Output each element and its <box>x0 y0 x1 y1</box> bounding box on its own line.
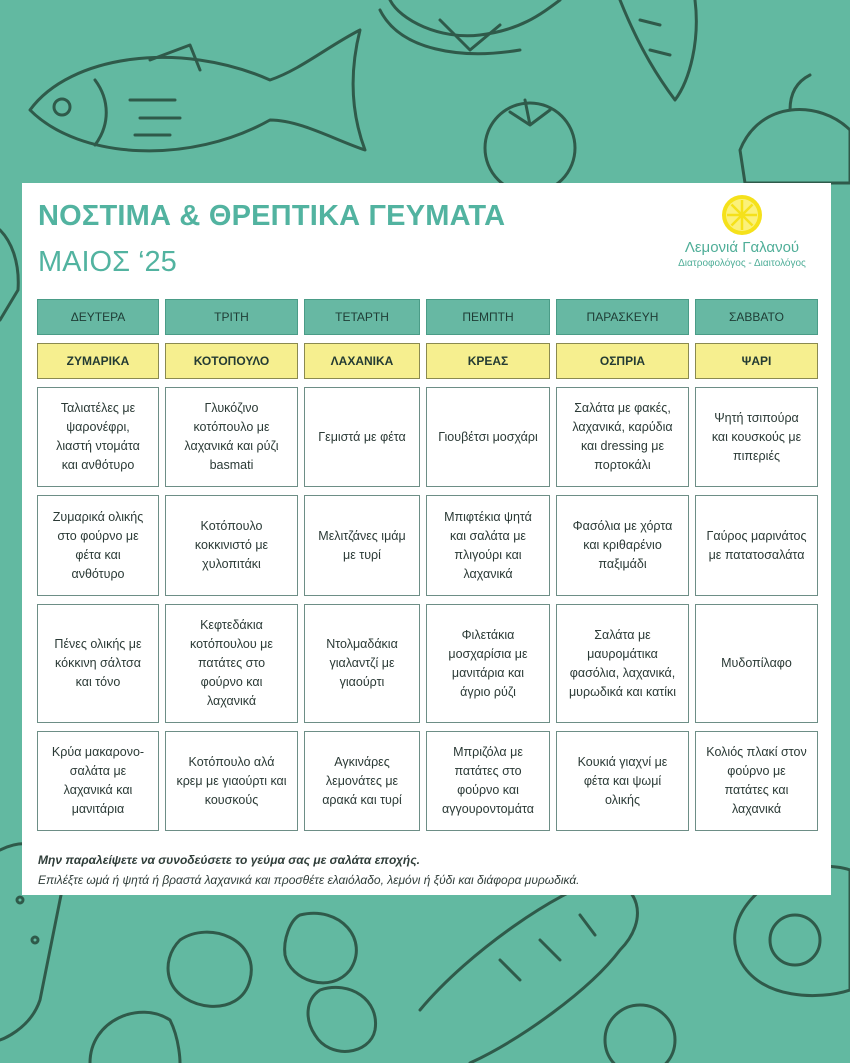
theme-pasta: ΖΥΜΑΡΙΚΑ <box>37 343 159 379</box>
meal-cell: Ψητή τσιπούρα και κουσκούς με πιπεριές <box>695 387 818 487</box>
meal-cell: Σαλάτα με φακές, λαχανικά, καρύδια και dressing με πορτοκάλι <box>556 387 689 487</box>
theme-meat: ΚΡΕΑΣ <box>426 343 550 379</box>
day-header-monday: ΔΕΥΤΕΡΑ <box>37 299 159 335</box>
salad-tips: Επιλέξτε ωμά ή ψητά ή βραστά λαχανικά και προσθέτε ελαιόλαδο, λεμόνι ή ξύδι και διάφορα μυρωδικά. <box>38 873 580 887</box>
sandwich-icon <box>380 0 560 54</box>
carrot-icon <box>620 0 696 100</box>
theme-chicken: ΚΟΤΟΠΟΥΛΟ <box>165 343 298 379</box>
meal-cell: Φασόλια με χόρτα και κριθαρένιο παξιμάδι <box>556 495 689 596</box>
theme-legumes: ΟΣΠΡΙΑ <box>556 343 689 379</box>
meal-cell: Ντολμαδάκια γιαλαντζί με γιαούρτι <box>304 604 420 723</box>
day-header-friday: ΠΑΡΑΣΚΕΥΗ <box>556 299 689 335</box>
meal-cell: Κουκιά γιαχνί με φέτα και ψωμί ολικής <box>556 731 689 831</box>
day-header-wednesday: ΤΕΤΑΡΤΗ <box>304 299 420 335</box>
meal-cell: Ζυμαρικά ολικής στο φούρνο με φέτα και ανθότυρο <box>37 495 159 596</box>
theme-vegetables: ΛΑΧΑΝΙΚΑ <box>304 343 420 379</box>
meal-cell: Κρύα μακαρονο-σαλάτα με λαχανικά και μανιτάρια <box>37 731 159 831</box>
day-header-tuesday: ΤΡΙΤΗ <box>165 299 298 335</box>
theme-fish: ΨΑΡΙ <box>695 343 818 379</box>
meal-cell: Κοτόπουλο κοκκινιστό με χυλοπιτάκι <box>165 495 298 596</box>
meal-cell: Κοτόπουλο αλά κρεμ με γιαούρτι και κουσκούς <box>165 731 298 831</box>
meal-cell: Κολιός πλακί στον φούρνο με πατάτες και λαχανικά <box>695 731 818 831</box>
meal-cell: Ταλιατέλες με ψαρονέφρι, λιαστή ντομάτα και ανθότυρο <box>37 387 159 487</box>
meal-cell: Σαλάτα με μαυρομάτικα φασόλια, λαχανικά, μυρωδικά και κατίκι <box>556 604 689 723</box>
brand-name: Λεμονιά Γαλανού <box>684 239 800 256</box>
weekly-menu-table <box>37 299 818 831</box>
page-subtitle: ΜΑΙΟΣ ‘25 <box>38 246 177 278</box>
meal-cell: Αγκινάρες λεμονάτες με αρακά και τυρί <box>304 731 420 831</box>
menu-card <box>22 183 831 895</box>
brand-block <box>662 193 822 273</box>
meal-cell: Πένες ολικής με κόκκινη σάλτσα και τόνο <box>37 604 159 723</box>
lemon-slice-icon <box>720 193 764 237</box>
meal-cell: Κεφτεδάκια κοτόπουλου με πατάτες στο φούρνο και λαχανικά <box>165 604 298 723</box>
meal-cell: Γαύρος μαρινάτος με πατατοσαλάτα <box>695 495 818 596</box>
salad-reminder: Μην παραλείψετε να συνοδεύσετε το γεύμα σας με σαλάτα εποχής. <box>38 853 420 867</box>
page-title: ΝΟΣΤΙΜΑ & ΘΡΕΠΤΙΚΑ ΓΕΥΜΑΤΑ <box>38 200 506 232</box>
pepper-icon <box>740 75 850 183</box>
tomato-icon <box>485 100 575 193</box>
meal-cell: Γλυκόζινο κοτόπουλο με λαχανικά και ρύζι basmati <box>165 387 298 487</box>
beans-icon <box>168 913 376 1051</box>
meal-cell: Μελιτζάνες ιμάμ με τυρί <box>304 495 420 596</box>
meal-cell: Μπιφτέκια ψητά και σαλάτα με πλιγούρι και λαχανικά <box>426 495 550 596</box>
meal-cell: Μπριζόλα με πατάτες στο φούρνο και αγγουροντομάτα <box>426 731 550 831</box>
meal-cell: Γιουβέτσι μοσχάρι <box>426 387 550 487</box>
meal-cell: Φιλετάκια μοσχαρίσια με μανιτάρια και άγριο ρύζι <box>426 604 550 723</box>
meal-cell: Γεμιστά με φέτα <box>304 387 420 487</box>
brand-tagline: Διατροφολόγος - Διαιτολόγος <box>678 258 806 269</box>
day-header-thursday: ΠΕΜΠΤΗ <box>426 299 550 335</box>
meal-cell: Μυδοπίλαφο <box>695 604 818 723</box>
fish-icon <box>30 30 365 151</box>
day-header-saturday: ΣΑΒΒΑΤΟ <box>695 299 818 335</box>
